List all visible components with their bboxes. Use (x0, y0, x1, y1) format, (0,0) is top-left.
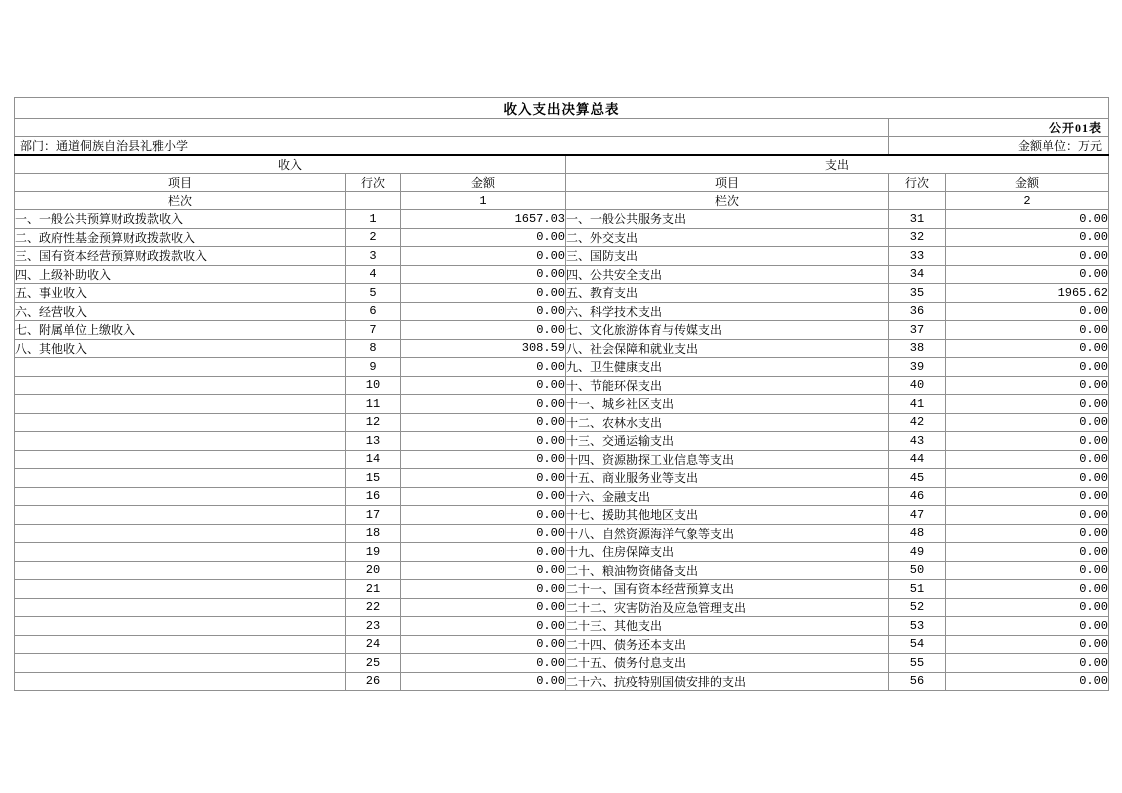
expense-amount-cell: 0.00 (946, 210, 1109, 229)
expense-item-cell: 六、科学技术支出 (566, 302, 889, 321)
table-row (15, 228, 1109, 247)
expense-line-cell: 53 (889, 617, 946, 636)
expense-line-header: 行次 (889, 174, 946, 192)
income-line-cell: 24 (346, 635, 401, 654)
income-amount-cell: 0.00 (401, 580, 566, 599)
expense-amount-cell: 0.00 (946, 376, 1109, 395)
income-line-cell: 6 (346, 302, 401, 321)
income-item-cell (15, 487, 346, 506)
income-item-cell (15, 450, 346, 469)
expense-item-cell: 十五、商业服务业等支出 (566, 469, 889, 488)
expense-item-cell: 九、卫生健康支出 (566, 358, 889, 377)
income-item-cell: 五、事业收入 (15, 284, 346, 303)
expense-amount-cell: 0.00 (946, 432, 1109, 451)
income-line-cell: 15 (346, 469, 401, 488)
income-line-cell: 5 (346, 284, 401, 303)
income-line-cell: 7 (346, 321, 401, 340)
income-amount-cell: 1657.03 (401, 210, 566, 229)
income-amount-cell: 0.00 (401, 543, 566, 562)
expense-item-cell: 二十六、抗疫特别国债安排的支出 (566, 672, 889, 691)
table-row (15, 617, 1109, 636)
income-item-cell (15, 524, 346, 543)
expense-item-cell: 二十四、债务还本支出 (566, 635, 889, 654)
table-row (15, 487, 1109, 506)
expense-line-cell: 31 (889, 210, 946, 229)
expense-item-cell: 二十二、灾害防治及应急管理支出 (566, 598, 889, 617)
expense-amount-cell: 0.00 (946, 635, 1109, 654)
expense-line-cell: 52 (889, 598, 946, 617)
income-line-cell: 22 (346, 598, 401, 617)
table-row (15, 506, 1109, 525)
expense-line-cell: 33 (889, 247, 946, 266)
income-line-cell: 10 (346, 376, 401, 395)
income-section-header: 收入 (15, 155, 566, 174)
expense-line-cell: 40 (889, 376, 946, 395)
income-item-cell (15, 358, 346, 377)
expense-item-cell: 十二、农林水支出 (566, 413, 889, 432)
expense-item-cell: 十七、援助其他地区支出 (566, 506, 889, 525)
income-item-cell: 四、上级补助收入 (15, 265, 346, 284)
department-label: 部门：通道侗族自治县礼雅小学 (15, 137, 889, 156)
expense-item-cell: 二十五、债务付息支出 (566, 654, 889, 673)
expense-amount-cell: 0.00 (946, 543, 1109, 562)
expense-item-cell: 十一、城乡社区支出 (566, 395, 889, 414)
table-row (15, 543, 1109, 562)
income-item-cell (15, 598, 346, 617)
table-row (15, 561, 1109, 580)
income-amount-header: 金额 (401, 174, 566, 192)
expense-line-cell: 39 (889, 358, 946, 377)
income-amount-cell: 0.00 (401, 487, 566, 506)
income-line-cell: 12 (346, 413, 401, 432)
table-row (15, 413, 1109, 432)
expense-colindex-value: 2 (946, 192, 1109, 210)
expense-amount-cell: 0.00 (946, 321, 1109, 340)
expense-amount-cell: 0.00 (946, 395, 1109, 414)
income-amount-cell: 0.00 (401, 376, 566, 395)
income-amount-cell: 0.00 (401, 432, 566, 451)
form-number: 公开01表 (889, 119, 1109, 137)
table-row (15, 450, 1109, 469)
income-amount-cell: 0.00 (401, 450, 566, 469)
expense-amount-header: 金额 (946, 174, 1109, 192)
income-amount-cell: 0.00 (401, 672, 566, 691)
expense-section-header: 支出 (566, 155, 1109, 174)
expense-line-cell: 50 (889, 561, 946, 580)
income-item-cell (15, 672, 346, 691)
income-amount-cell: 0.00 (401, 321, 566, 340)
income-amount-cell: 0.00 (401, 284, 566, 303)
income-line-cell: 20 (346, 561, 401, 580)
expense-line-cell: 47 (889, 506, 946, 525)
income-item-cell: 八、其他收入 (15, 339, 346, 358)
income-line-header: 行次 (346, 174, 401, 192)
income-line-cell: 26 (346, 672, 401, 691)
income-amount-cell: 0.00 (401, 265, 566, 284)
expense-item-cell: 十四、资源勘探工业信息等支出 (566, 450, 889, 469)
section-header-row (15, 155, 1109, 174)
department-row (15, 137, 1109, 156)
expense-line-cell: 43 (889, 432, 946, 451)
income-amount-cell: 0.00 (401, 302, 566, 321)
expense-amount-cell: 0.00 (946, 413, 1109, 432)
table-row (15, 432, 1109, 451)
income-item-cell (15, 580, 346, 599)
income-line-cell: 23 (346, 617, 401, 636)
expense-item-cell: 十、节能环保支出 (566, 376, 889, 395)
expense-amount-cell: 0.00 (946, 358, 1109, 377)
expense-item-cell: 十六、金融支出 (566, 487, 889, 506)
income-line-cell: 3 (346, 247, 401, 266)
income-item-cell: 六、经营收入 (15, 302, 346, 321)
income-item-cell (15, 506, 346, 525)
expense-line-cell: 36 (889, 302, 946, 321)
expense-amount-cell: 1965.62 (946, 284, 1109, 303)
income-item-cell (15, 635, 346, 654)
form-number-spacer (15, 119, 889, 137)
income-line-cell: 13 (346, 432, 401, 451)
expense-amount-cell: 0.00 (946, 469, 1109, 488)
income-amount-cell: 0.00 (401, 654, 566, 673)
income-amount-cell: 308.59 (401, 339, 566, 358)
table-row (15, 598, 1109, 617)
expense-colindex-blank (889, 192, 946, 210)
income-item-cell: 一、一般公共预算财政拨款收入 (15, 210, 346, 229)
income-line-cell: 9 (346, 358, 401, 377)
expense-item-cell: 五、教育支出 (566, 284, 889, 303)
income-line-cell: 1 (346, 210, 401, 229)
income-item-header: 项目 (15, 174, 346, 192)
income-item-cell (15, 432, 346, 451)
table-row (15, 358, 1109, 377)
income-item-cell (15, 413, 346, 432)
table-row (15, 210, 1109, 229)
expense-amount-cell: 0.00 (946, 487, 1109, 506)
expense-item-cell: 一、一般公共服务支出 (566, 210, 889, 229)
income-line-cell: 21 (346, 580, 401, 599)
table-row (15, 339, 1109, 358)
expense-line-cell: 35 (889, 284, 946, 303)
income-item-cell: 七、附属单位上缴收入 (15, 321, 346, 340)
income-colindex-value: 1 (401, 192, 566, 210)
table-row (15, 376, 1109, 395)
column-index-row (15, 192, 1109, 210)
income-line-cell: 25 (346, 654, 401, 673)
income-line-cell: 2 (346, 228, 401, 247)
expense-line-cell: 48 (889, 524, 946, 543)
expense-line-cell: 41 (889, 395, 946, 414)
expense-item-cell: 三、国防支出 (566, 247, 889, 266)
income-line-cell: 14 (346, 450, 401, 469)
title-row (15, 98, 1109, 119)
table-row (15, 654, 1109, 673)
income-amount-cell: 0.00 (401, 413, 566, 432)
income-item-cell (15, 543, 346, 562)
income-item-cell: 二、政府性基金预算财政拨款收入 (15, 228, 346, 247)
expense-item-cell: 十九、住房保障支出 (566, 543, 889, 562)
expense-amount-cell: 0.00 (946, 561, 1109, 580)
income-line-cell: 19 (346, 543, 401, 562)
expense-amount-cell: 0.00 (946, 302, 1109, 321)
expense-amount-cell: 0.00 (946, 598, 1109, 617)
expense-item-cell: 二、外交支出 (566, 228, 889, 247)
income-amount-cell: 0.00 (401, 247, 566, 266)
expense-line-cell: 56 (889, 672, 946, 691)
income-item-cell (15, 469, 346, 488)
expense-item-cell: 十八、自然资源海洋气象等支出 (566, 524, 889, 543)
income-amount-cell: 0.00 (401, 469, 566, 488)
expense-item-cell: 二十一、国有资本经营预算支出 (566, 580, 889, 599)
table-row (15, 672, 1109, 691)
expense-line-cell: 45 (889, 469, 946, 488)
table-row (15, 524, 1109, 543)
expense-item-cell: 四、公共安全支出 (566, 265, 889, 284)
income-item-cell (15, 617, 346, 636)
income-amount-cell: 0.00 (401, 358, 566, 377)
income-amount-cell: 0.00 (401, 228, 566, 247)
expense-amount-cell: 0.00 (946, 228, 1109, 247)
expense-item-cell: 二十三、其他支出 (566, 617, 889, 636)
income-line-cell: 11 (346, 395, 401, 414)
income-colindex-label: 栏次 (15, 192, 346, 210)
income-line-cell: 8 (346, 339, 401, 358)
table-row (15, 321, 1109, 340)
income-amount-cell: 0.00 (401, 617, 566, 636)
report-sheet (14, 97, 1109, 691)
table-row (15, 302, 1109, 321)
expense-line-cell: 42 (889, 413, 946, 432)
expense-line-cell: 38 (889, 339, 946, 358)
table-row (15, 635, 1109, 654)
expense-item-cell: 七、文化旅游体育与传媒支出 (566, 321, 889, 340)
expense-line-cell: 51 (889, 580, 946, 599)
table-row (15, 284, 1109, 303)
income-line-cell: 16 (346, 487, 401, 506)
expense-line-cell: 55 (889, 654, 946, 673)
income-item-cell (15, 376, 346, 395)
expense-line-cell: 34 (889, 265, 946, 284)
income-item-cell (15, 395, 346, 414)
income-amount-cell: 0.00 (401, 395, 566, 414)
form-number-row (15, 119, 1109, 137)
column-header-row (15, 174, 1109, 192)
expense-amount-cell: 0.00 (946, 654, 1109, 673)
income-item-cell (15, 561, 346, 580)
table-row (15, 247, 1109, 266)
unit-label: 金额单位：万元 (889, 137, 1109, 156)
income-amount-cell: 0.00 (401, 524, 566, 543)
expense-amount-cell: 0.00 (946, 247, 1109, 266)
final-accounts-table (14, 97, 1109, 691)
table-row (15, 580, 1109, 599)
income-line-cell: 18 (346, 524, 401, 543)
expense-item-cell: 八、社会保障和就业支出 (566, 339, 889, 358)
expense-line-cell: 32 (889, 228, 946, 247)
expense-line-cell: 44 (889, 450, 946, 469)
expense-colindex-label: 栏次 (566, 192, 889, 210)
expense-amount-cell: 0.00 (946, 617, 1109, 636)
expense-line-cell: 49 (889, 543, 946, 562)
income-line-cell: 4 (346, 265, 401, 284)
expense-amount-cell: 0.00 (946, 672, 1109, 691)
expense-item-cell: 十三、交通运输支出 (566, 432, 889, 451)
expense-line-cell: 37 (889, 321, 946, 340)
income-amount-cell: 0.00 (401, 635, 566, 654)
table-row (15, 469, 1109, 488)
income-line-cell: 17 (346, 506, 401, 525)
income-amount-cell: 0.00 (401, 561, 566, 580)
income-amount-cell: 0.00 (401, 598, 566, 617)
expense-amount-cell: 0.00 (946, 265, 1109, 284)
expense-amount-cell: 0.00 (946, 450, 1109, 469)
expense-amount-cell: 0.00 (946, 339, 1109, 358)
table-row (15, 395, 1109, 414)
expense-item-cell: 二十、粮油物资储备支出 (566, 561, 889, 580)
expense-line-cell: 46 (889, 487, 946, 506)
income-item-cell: 三、国有资本经营预算财政拨款收入 (15, 247, 346, 266)
expense-line-cell: 54 (889, 635, 946, 654)
expense-amount-cell: 0.00 (946, 580, 1109, 599)
table-row (15, 265, 1109, 284)
expense-amount-cell: 0.00 (946, 524, 1109, 543)
income-colindex-blank (346, 192, 401, 210)
income-item-cell (15, 654, 346, 673)
expense-amount-cell: 0.00 (946, 506, 1109, 525)
income-amount-cell: 0.00 (401, 506, 566, 525)
page-title: 收入支出决算总表 (15, 98, 1109, 119)
expense-item-header: 项目 (566, 174, 889, 192)
